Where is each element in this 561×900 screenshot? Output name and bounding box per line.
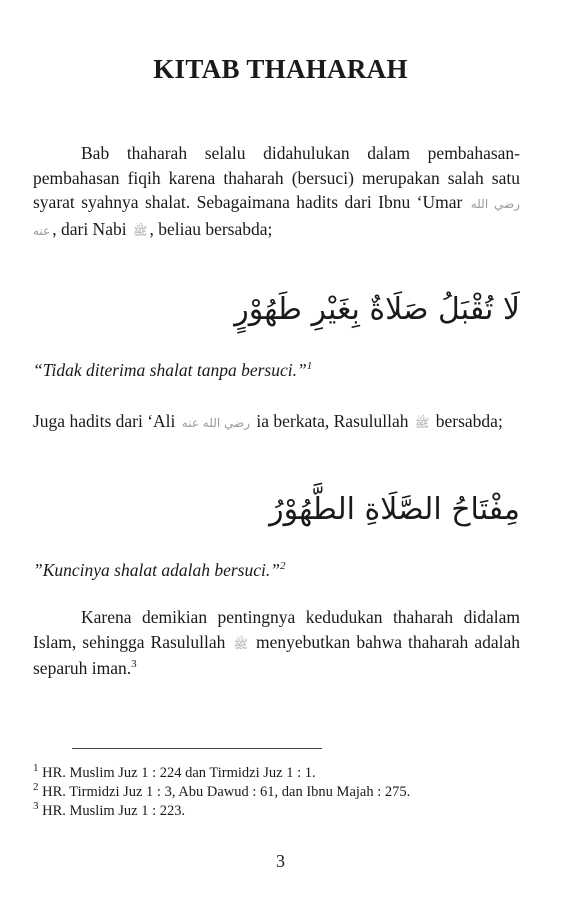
footnote-1-text: HR. Muslim Juz 1 : 224 dan Tirmidzi Juz 1 : 1.: [42, 765, 316, 781]
intro-text-c: , beliau bersabda;: [149, 218, 273, 239]
chapter-title: KITAB THAHARAH: [153, 54, 408, 84]
footnote-ref-2: 2: [279, 560, 286, 573]
hadith-2-arabic: مِفْتَاحُ الصَّلَاةِ الطَّهُوْرُ: [269, 492, 520, 527]
second-text-c: bersabda;: [435, 411, 503, 431]
intro-text-b: , dari Nabi: [52, 218, 127, 239]
honorific-umar-glyph: رضي الله عنه: [33, 197, 520, 238]
hadith-1-arabic: لَا تُقْبَلُ صَلَاةٌ بِغَيْرِ طَهُوْرٍ: [234, 292, 520, 327]
closing-paragraph: [33, 605, 520, 681]
footnote-3-text: HR. Muslim Juz 1 : 223.: [42, 803, 186, 819]
footnote-3-number: 3: [33, 800, 39, 813]
footnote-2-text: HR. Tirmidzi Juz 1 : 3, Abu Dawud : 61, dan Ibnu Majah : 275.: [42, 784, 411, 800]
hadith-1-translation-text: “Tidak diterima shalat tanpa bersuci.”: [33, 360, 307, 380]
footnote-3: [33, 802, 520, 821]
footnote-separator: [72, 748, 322, 749]
hadith-2-translation-text: ”Kuncinya shalat adalah bersuci.”: [33, 560, 280, 580]
honorific-ali-glyph: رضي الله عنه: [181, 416, 251, 430]
footnote-2: [33, 783, 520, 802]
footnote-2-number: 2: [33, 781, 39, 794]
second-text-b: ia berkata, Rasulullah: [256, 411, 409, 431]
closing-text-b: menyebutkan bahwa thaharah adalah separuh iman.: [33, 631, 520, 678]
footnote-ref-3: 3: [131, 658, 137, 671]
honorific-rasul-glyph-2: ﷺ: [233, 636, 248, 651]
hadith-2-translation: [33, 560, 520, 581]
hadith-1-translation: [33, 360, 520, 381]
footnote-1-number: 1: [33, 762, 39, 775]
intro-text-a: Bab thaharah selalu didahulukan dalam pembahasan-pembahasan fiqih karena thaharah (bersuci) merupakan salah satu syarat syahnya shalat. Sebagaimana hadits dari Ibnu ‘Umar: [33, 143, 520, 212]
footnote-1: [33, 764, 520, 783]
intro-paragraph: [33, 141, 520, 243]
closing-text-a: Karena demikian pentingnya kedudukan thaharah didalam Islam, sehingga Rasulullah: [33, 607, 520, 652]
page-number: 3: [276, 851, 285, 871]
second-text-a: Juga hadits dari ‘Ali: [33, 411, 176, 431]
footnote-ref-1: 1: [306, 360, 313, 373]
honorific-nabi-glyph: ﷺ: [132, 223, 148, 238]
honorific-rasul-glyph: ﷺ: [414, 416, 430, 430]
second-paragraph: [33, 409, 520, 436]
